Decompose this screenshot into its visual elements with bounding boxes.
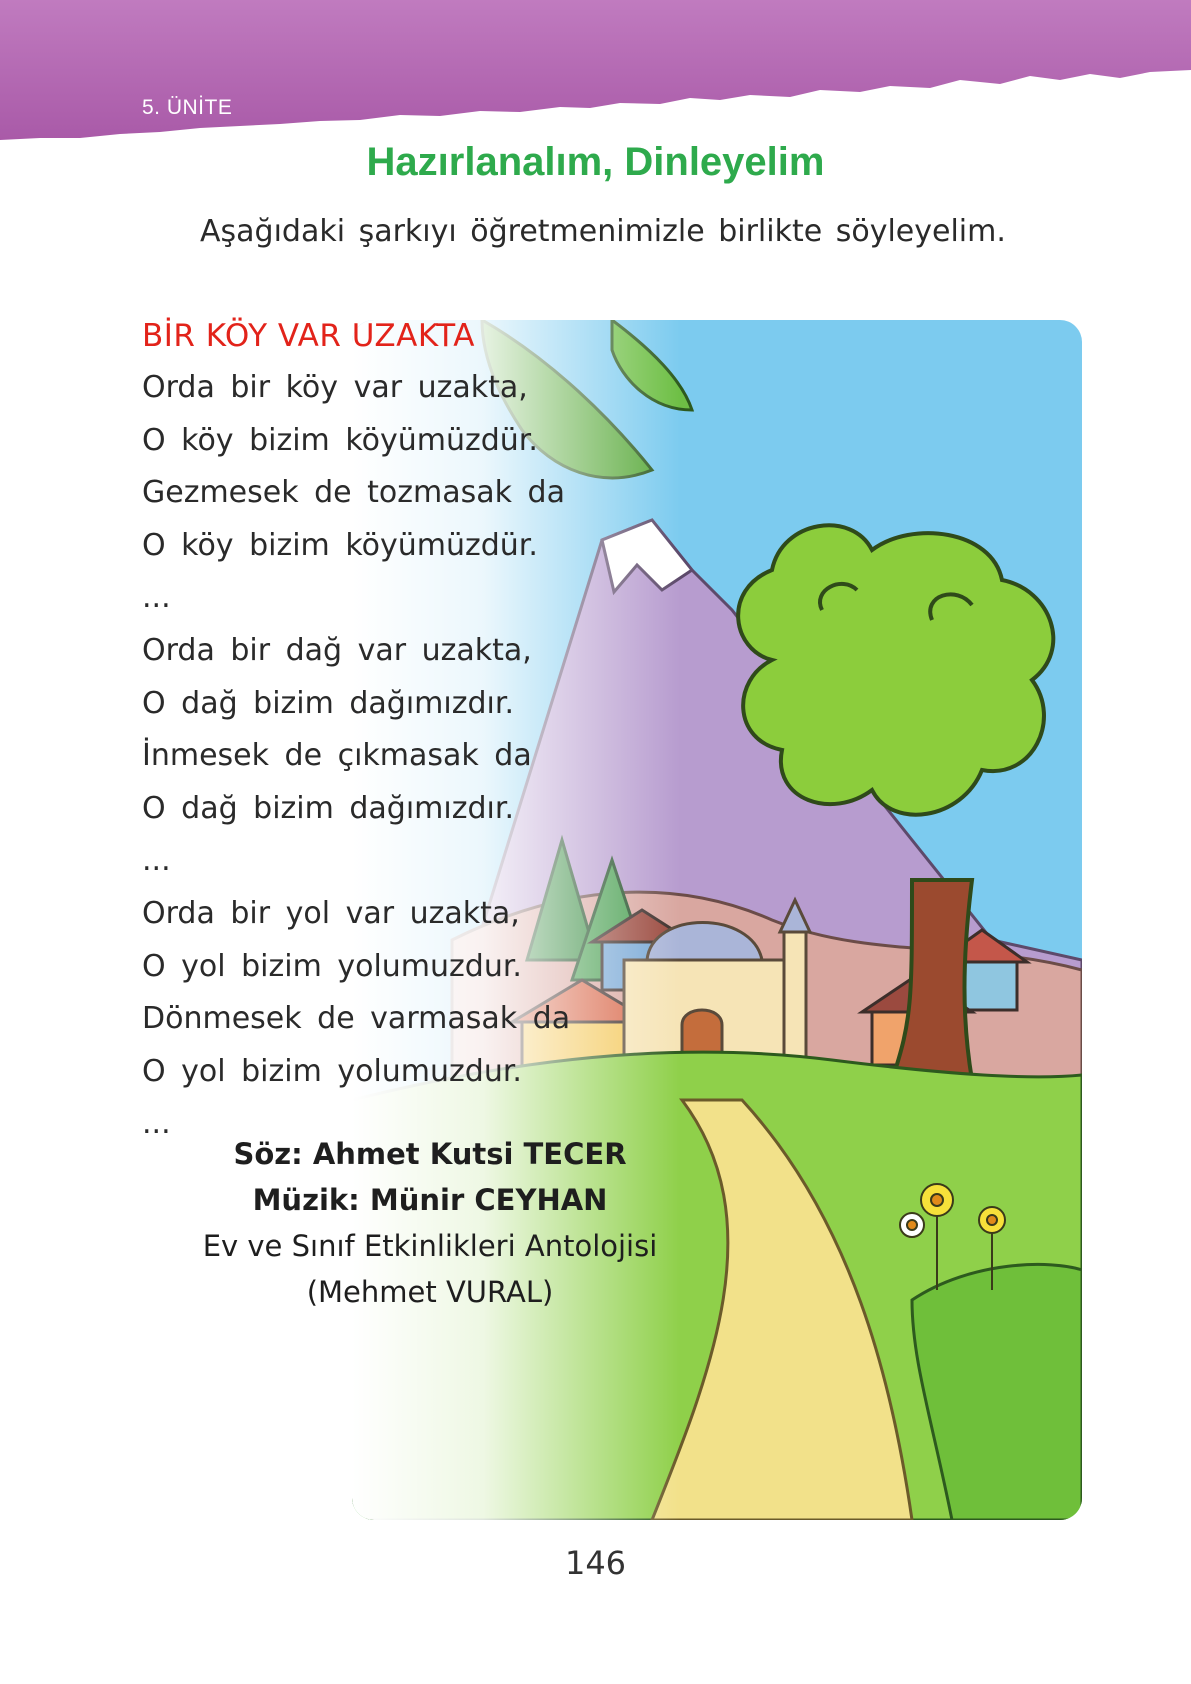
lyric-line: ...	[142, 580, 171, 616]
lyric-line: ...	[142, 843, 171, 879]
unit-label: 5. ÜNİTE	[142, 96, 233, 119]
source-credit: Ev ve Sınıf Etkinlikleri Antolojisi	[202, 1229, 658, 1263]
lyric-line: O yol bizim yolumuzdur.	[142, 948, 522, 984]
lyric-line: Gezmesek de tozmasak da	[142, 475, 565, 511]
song-title: BİR KÖY VAR UZAKTA	[142, 318, 476, 354]
page-number: 146	[564, 1544, 627, 1582]
lyric-line: O yol bizim yolumuzdur.	[142, 1053, 522, 1089]
composer-credit: Müzik: Münir CEYHAN	[252, 1183, 608, 1217]
lyric-line: O dağ bizim dağımızdır.	[142, 790, 514, 826]
lyricist-credit: Söz: Ahmet Kutsi TECER	[233, 1137, 627, 1171]
lyric-line: Orda bir dağ var uzakta,	[142, 632, 532, 668]
lyric-line: O köy bizim köyümüzdür.	[142, 422, 538, 458]
compiler-credit: (Mehmet VURAL)	[306, 1275, 554, 1309]
page-title: Hazırlanalım, Dinleyelim	[366, 140, 825, 184]
song-lyrics	[142, 368, 570, 1157]
lyric-line: İnmesek de çıkmasak da	[142, 738, 532, 774]
lyric-line: Orda bir yol var uzakta,	[142, 895, 520, 931]
song-credits	[200, 1134, 660, 1318]
lyric-line: Dönmesek de varmasak da	[142, 1001, 571, 1037]
instruction-text: Aşağıdaki şarkıyı öğretmenimizle birlikte söyleyelim.	[200, 214, 1006, 249]
lyric-line: Orda bir köy var uzakta,	[142, 370, 528, 405]
header-banner	[0, 0, 1191, 150]
lyric-line: O köy bizim köyümüzdür.	[142, 527, 538, 563]
lyric-line: ...	[142, 1106, 171, 1142]
lyric-line: O dağ bizim dağımızdır.	[142, 685, 514, 721]
